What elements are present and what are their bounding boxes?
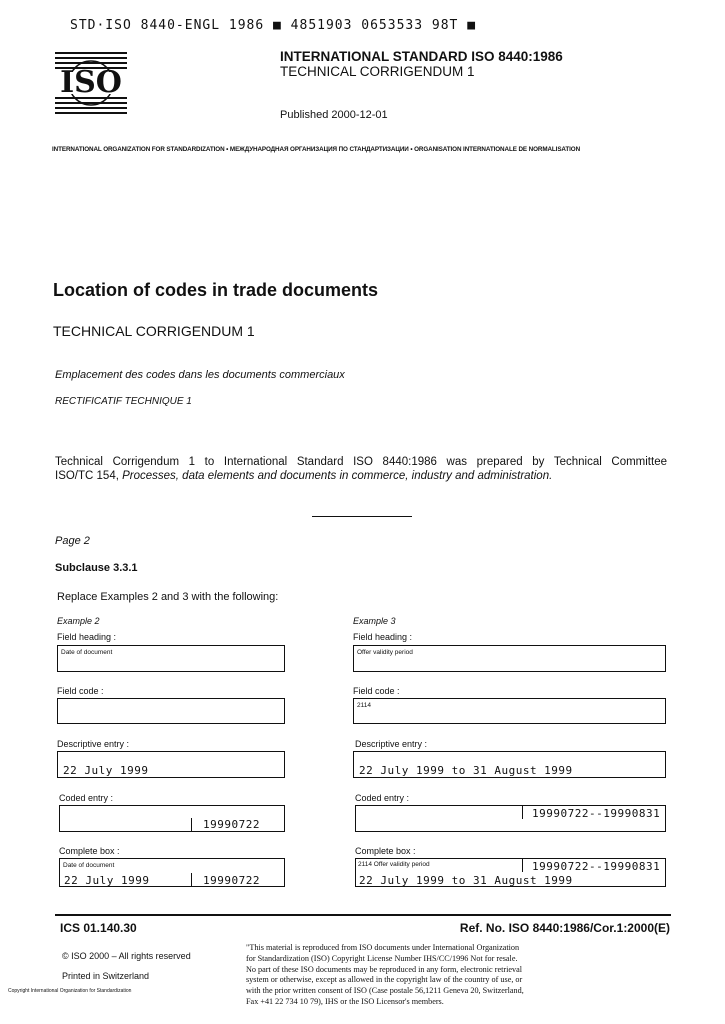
example-2-title: Example 2: [57, 616, 100, 626]
license-line: for Standardization (ISO) Copyright License Number IHS/CC/1996 Not for resale.: [246, 953, 518, 963]
license-line: Fax +41 22 734 10 79), IHS or the ISO Licensor's members.: [246, 996, 444, 1006]
iso-logo-text: ISO: [60, 65, 122, 100]
divider-line: [312, 516, 412, 517]
published-date: Published 2000-12-01: [280, 109, 388, 121]
example-3-descriptive-label: Descriptive entry :: [355, 739, 428, 749]
intro-line-2-prefix: ISO/TC 154,: [55, 470, 123, 482]
example-3-field-code-label: Field code :: [353, 686, 400, 696]
example-2-complete-box: [59, 858, 285, 887]
intro-line-1: Technical Corrigendum 1 to International Standard ISO 8440:1986 was prepared by Technical Committee: [55, 456, 667, 468]
example-3-field-code-box: [353, 698, 666, 724]
example-2-descriptive-value: 22 July 1999: [63, 764, 149, 777]
example-3-coded-label: Coded entry :: [355, 793, 410, 803]
example-2-field-heading-box: [57, 645, 285, 672]
example-3-descriptive-box: [353, 751, 666, 778]
example-3-complete-label: Complete box :: [355, 846, 416, 856]
license-notice: [246, 943, 524, 1008]
example-3-field-heading-label: Field heading :: [353, 632, 413, 642]
printed-in: Printed in Switzerland: [62, 971, 150, 981]
example-3-coded-box: [355, 805, 666, 832]
page-reference: Page 2: [55, 535, 90, 547]
example-3-coded-separator: [522, 806, 523, 819]
intro-line-2: [55, 470, 552, 482]
reference-number: Ref. No. ISO 8440:1986/Cor.1:2000(E): [459, 921, 670, 935]
example-2-descriptive-box: [57, 751, 285, 778]
example-2-complete-coded: 19990722: [203, 874, 260, 887]
example-2-complete-heading: Date of document: [63, 862, 115, 869]
document-subtitle: TECHNICAL CORRIGENDUM 1: [53, 323, 255, 339]
example-2-complete-label: Complete box :: [59, 846, 120, 856]
example-2-field-code-label: Field code :: [57, 686, 104, 696]
example-3-field-heading-box: [353, 645, 666, 672]
license-line: "This material is reproduced from ISO documents under International Organization: [246, 943, 520, 952]
example-3-complete-separator: [522, 859, 523, 872]
corrigendum-title: TECHNICAL CORRIGENDUM 1: [280, 64, 475, 79]
intro-line-2-committee: Processes, data elements and documents in commerce, industry and administration.: [122, 470, 553, 482]
license-line: No part of these ISO documents may be reproduced in any form, electronic retrieval: [246, 964, 523, 974]
iso-logo: [55, 50, 127, 116]
footer-rule: [55, 914, 671, 916]
license-line: with the prior written consent of ISO (Case postale 56,1211 Geneva 20, Switzerland,: [246, 986, 524, 996]
example-3-descriptive-value: 22 July 1999 to 31 August 1999: [359, 764, 573, 777]
ics-number: ICS 01.140.30: [60, 921, 137, 935]
example-2-descriptive-label: Descriptive entry :: [57, 739, 130, 749]
replace-instruction: Replace Examples 2 and 3 with the following:: [57, 591, 279, 603]
example-2-coded-value: 19990722: [203, 818, 260, 831]
example-3-coded-value: 19990722--19990831: [532, 807, 661, 820]
standard-title: INTERNATIONAL STANDARD ISO 8440:1986: [280, 49, 563, 64]
document-title: Location of codes in trade documents: [53, 280, 379, 300]
copyright-notice: © ISO 2000 – All rights reserved: [62, 951, 191, 961]
example-2-coded-separator: [191, 818, 192, 832]
example-2-field-code-box: [57, 698, 285, 724]
example-3-complete-descriptive: 22 July 1999 to 31 August 1999: [359, 874, 573, 887]
french-subtitle: RECTIFICATIF TECHNIQUE 1: [55, 396, 192, 407]
example-3-title: Example 3: [353, 616, 396, 626]
example-2-complete-separator: [191, 873, 192, 887]
scan-header: STD·ISO 8440-ENGL 1986 ■ 4851903 0653533 98T ■: [70, 18, 477, 33]
example-2-field-heading-label: Field heading :: [57, 632, 117, 642]
example-2-coded-label: Coded entry :: [59, 793, 114, 803]
example-3-complete-coded: 19990722--19990831: [532, 860, 661, 873]
example-2-coded-box: [59, 805, 285, 832]
example-3-complete-heading: 2114 Offer validity period: [358, 861, 430, 868]
example-3-field-code-value: 2114: [357, 702, 371, 709]
example-3-complete-box: [355, 858, 666, 887]
side-copyright: Copyright International Organization for Standardization: [8, 988, 132, 994]
subclause-heading: Subclause 3.3.1: [55, 562, 138, 574]
example-2-complete-descriptive: 22 July 1999: [64, 874, 150, 887]
organization-line: INTERNATIONAL ORGANIZATION FOR STANDARDIZATION • МЕЖДУНАРОДНАЯ ОРГАНИЗАЦИЯ ПО СТАНДАРТИЗАЦИИ • ORGANISATION INTERNATIONALE DE NORMALISATION: [52, 146, 581, 153]
example-2-field-heading-value: Date of document: [61, 649, 113, 656]
license-line: system or otherwise, except as allowed in the copyright law of the country of use, or: [246, 975, 523, 985]
french-title: Emplacement des codes dans les documents commerciaux: [55, 369, 345, 381]
example-3-field-heading-value: Offer validity period: [357, 649, 413, 656]
